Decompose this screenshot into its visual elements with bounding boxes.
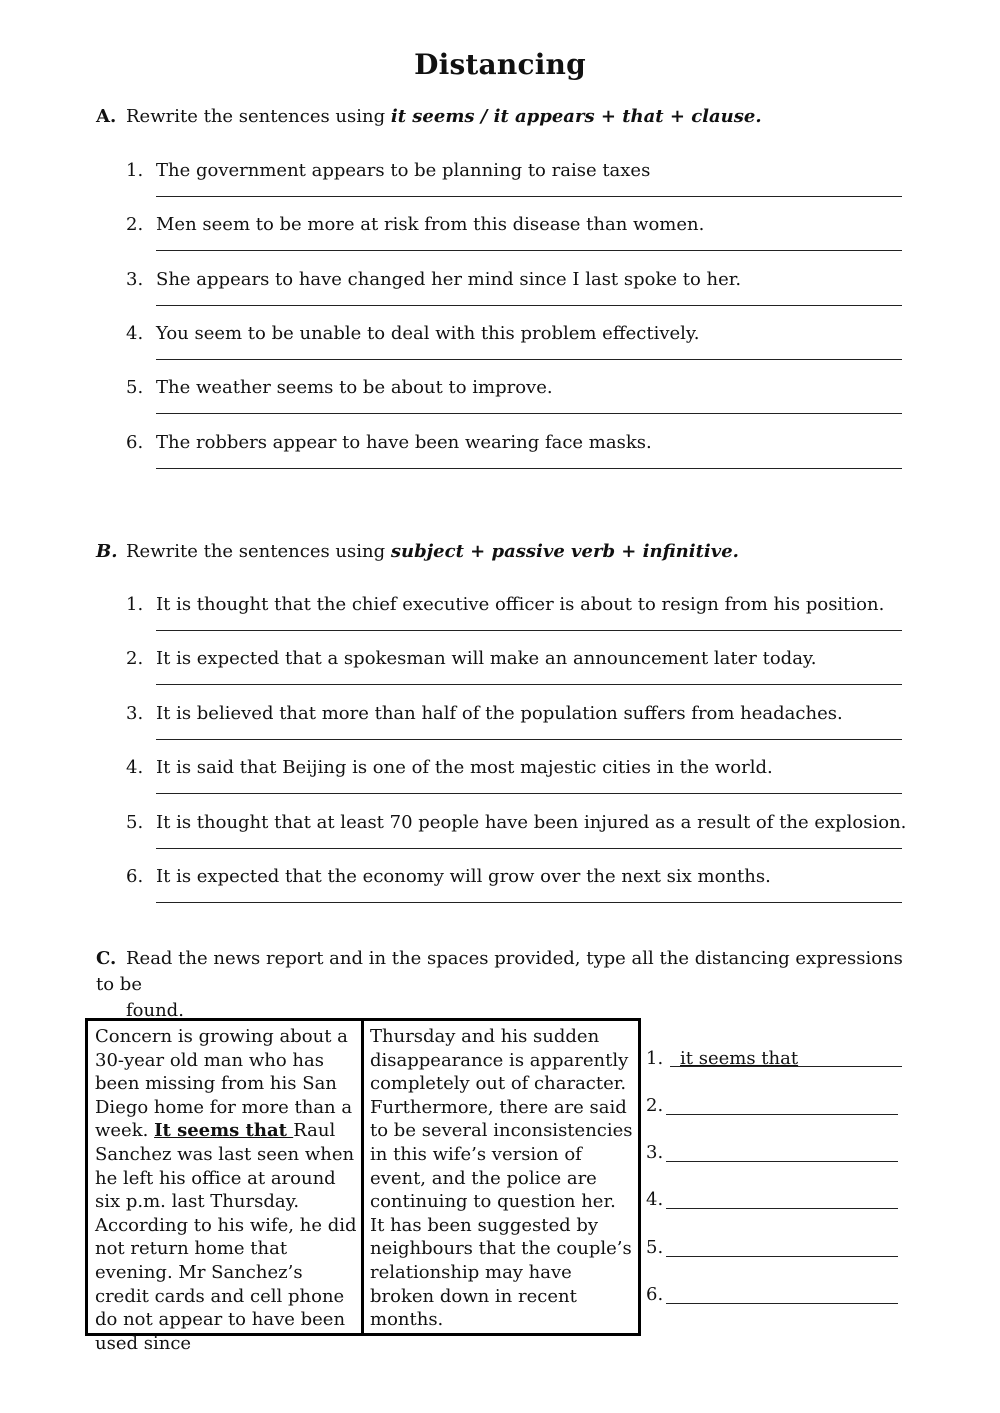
item-number: 2. [126, 648, 144, 669]
report-column-1 [95, 1025, 357, 1355]
report-text: Concern is growing about a 30-year old man who has been missing from his San Diego home for more than a week. [95, 1026, 353, 1142]
answer-field[interactable] [666, 1236, 898, 1257]
item-number: 3. [126, 269, 144, 290]
answer-number: 4. [646, 1189, 664, 1210]
item-sentence: It is believed that more than half of the population suffers from headaches. [156, 703, 843, 724]
report-column-2: Thursday and his sudden disappearance is apparently completely out of character. Furthermore, there are said to be several inconsistencies in this wife’s version of event, and the police are continuing to question her. It has been suggested by neighbours that the couple’s relationship may have broken down in recent months. [370, 1026, 633, 1331]
section-a-instruction [96, 104, 916, 130]
answer-number: 1. [646, 1048, 664, 1069]
report-text: Raul Sanchez was last seen when he left his office at around six p.m. last Thursday. According to his wife, he did not return home that evening. Mr Sanchez’s credit cards and cell phone do not appear to have been used since [95, 1120, 357, 1354]
item-sentence: It is thought that at least 70 people have been injured as a result of the explosion. [156, 812, 907, 833]
item-number: 4. [126, 757, 144, 778]
section-a-instruction-text: Rewrite the sentences using [126, 106, 391, 127]
answer-line[interactable] [156, 468, 902, 469]
item-sentence: It is expected that the economy will grow over the next six months. [156, 866, 771, 887]
section-b-instruction [96, 539, 916, 565]
answer-field[interactable]: it seems that [670, 1047, 902, 1067]
item-sentence: It is thought that the chief executive officer is about to resign from his position. [156, 594, 885, 615]
page-title: Distancing [414, 48, 586, 81]
answer-line[interactable] [156, 413, 902, 414]
answer-line[interactable] [156, 848, 902, 849]
answer-number: 3. [646, 1142, 664, 1163]
item-sentence: Men seem to be more at risk from this disease than women. [156, 214, 705, 235]
news-report-table [85, 1018, 641, 1354]
item-number: 1. [126, 160, 144, 181]
section-c-instruction-cont: found. [126, 1000, 184, 1021]
answer-field[interactable] [666, 1094, 898, 1115]
answer-line[interactable] [156, 793, 902, 794]
answer-number: 6. [646, 1284, 664, 1305]
section-c-letter: C. [96, 948, 117, 969]
section-c-instruction [96, 946, 916, 1024]
answer-line[interactable] [156, 196, 902, 197]
section-b-letter: B. [96, 541, 118, 562]
answer-field[interactable] [666, 1188, 898, 1209]
item-sentence: The weather seems to be about to improve. [156, 377, 553, 398]
item-number: 1. [126, 594, 144, 615]
item-sentence: It is expected that a spokesman will make an announcement later today. [156, 648, 817, 669]
section-a-instruction-emphasis: it seems / it appears + that + clause. [390, 106, 762, 127]
section-c-instruction-text: Read the news report and in the spaces provided, type all the distancing expressions to be [96, 948, 903, 995]
item-sentence: It is said that Beijing is one of the most majestic cities in the world. [156, 757, 773, 778]
answer-field[interactable] [666, 1283, 898, 1304]
section-b-instruction-text: Rewrite the sentences using [126, 541, 391, 562]
column-divider [361, 1021, 364, 1333]
answer-line[interactable] [156, 902, 902, 903]
answer-line[interactable] [156, 250, 902, 251]
highlighted-expression: It seems that [154, 1120, 294, 1142]
item-number: 5. [126, 377, 144, 398]
item-number: 6. [126, 432, 144, 453]
item-sentence: The government appears to be planning to raise taxes [156, 160, 651, 181]
answer-line[interactable] [156, 359, 902, 360]
section-b-instruction-emphasis: subject + passive verb + infinitive. [390, 541, 739, 562]
section-a-letter: A. [96, 106, 117, 127]
answer-number: 5. [646, 1237, 664, 1258]
item-sentence: She appears to have changed her mind since I last spoke to her. [156, 269, 742, 290]
answer-line[interactable] [156, 739, 902, 740]
item-number: 4. [126, 323, 144, 344]
item-number: 5. [126, 812, 144, 833]
answer-line[interactable] [156, 684, 902, 685]
item-sentence: The robbers appear to have been wearing face masks. [156, 432, 652, 453]
answer-line[interactable] [156, 305, 902, 306]
item-number: 3. [126, 703, 144, 724]
answer-line[interactable] [156, 630, 902, 631]
item-number: 2. [126, 214, 144, 235]
answer-number: 2. [646, 1095, 664, 1116]
answer-field[interactable] [666, 1141, 898, 1162]
item-sentence: You seem to be unable to deal with this problem effectively. [156, 323, 700, 344]
item-number: 6. [126, 866, 144, 887]
